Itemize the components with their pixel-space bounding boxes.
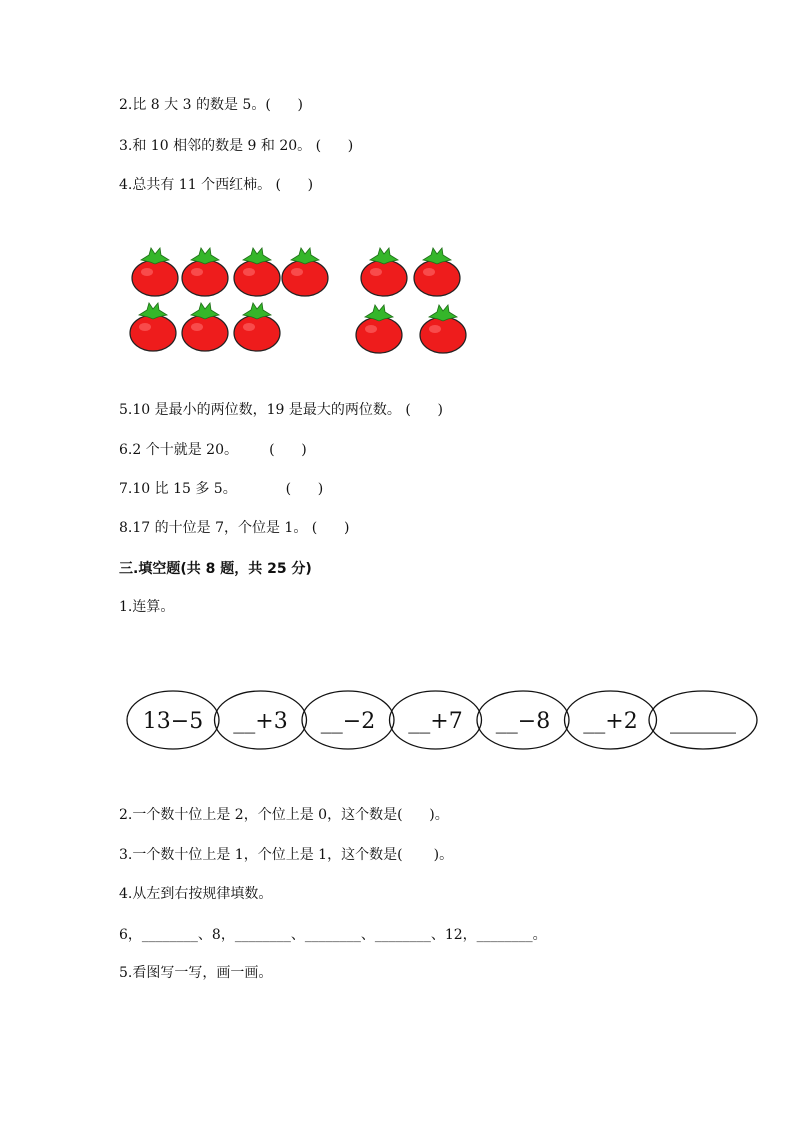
judge-question-7: 7.10 比 15 多 5。 ( ) — [119, 481, 324, 497]
tomatoes-illustration — [125, 245, 470, 360]
tomato — [420, 305, 466, 353]
judge-question-5: 5.10 是最小的两位数，19 是最大的两位数。 ( ) — [119, 402, 443, 418]
tomato — [182, 248, 228, 296]
calculation-chain — [120, 680, 780, 760]
tomato — [361, 248, 407, 296]
fill-question-5: 5.看图写一写，画一画。 — [119, 965, 273, 981]
chain-expression: __+3 — [233, 709, 288, 734]
tomato — [132, 248, 178, 296]
judge-question-8: 8.17 的十位是 7，个位是 1。 ( ) — [119, 520, 350, 536]
tomato — [182, 303, 228, 351]
fill-question-3: 3.一个数十位上是 1，个位上是 1，这个数是( )。 — [119, 847, 454, 863]
tomato — [234, 303, 280, 351]
judge-question-2: 2.比 8 大 3 的数是 5。( ) — [119, 97, 303, 113]
tomato — [130, 303, 176, 351]
fill-question-2: 2.一个数十位上是 2，个位上是 0，这个数是( )。 — [119, 807, 449, 823]
section-heading: 三.填空题(共 8 题，共 25 分) — [119, 561, 312, 577]
chain-expression: __−2 — [320, 709, 376, 734]
number-sequence: 6，________、8，________、________、________、12，________。 — [119, 927, 547, 943]
chain-expression: 13−5 — [142, 709, 204, 734]
chain-expression: ______ — [670, 709, 736, 734]
judge-question-6: 6.2 个十就是 20。 ( ) — [119, 442, 307, 458]
fill-question-4: 4.从左到右按规律填数。 — [119, 886, 273, 902]
chain-expression: __+2 — [583, 709, 638, 734]
tomato — [356, 305, 402, 353]
judge-question-3: 3.和 10 相邻的数是 9 和 20。 ( ) — [119, 138, 354, 154]
fill-question-1: 1.连算。 — [119, 599, 175, 615]
judge-question-4: 4.总共有 11 个西红柿。 ( ) — [119, 177, 314, 193]
chain-expression: __−8 — [495, 709, 551, 734]
tomato — [282, 248, 328, 296]
tomato — [414, 248, 460, 296]
chain-expression: __+7 — [408, 709, 463, 734]
tomato — [234, 248, 280, 296]
